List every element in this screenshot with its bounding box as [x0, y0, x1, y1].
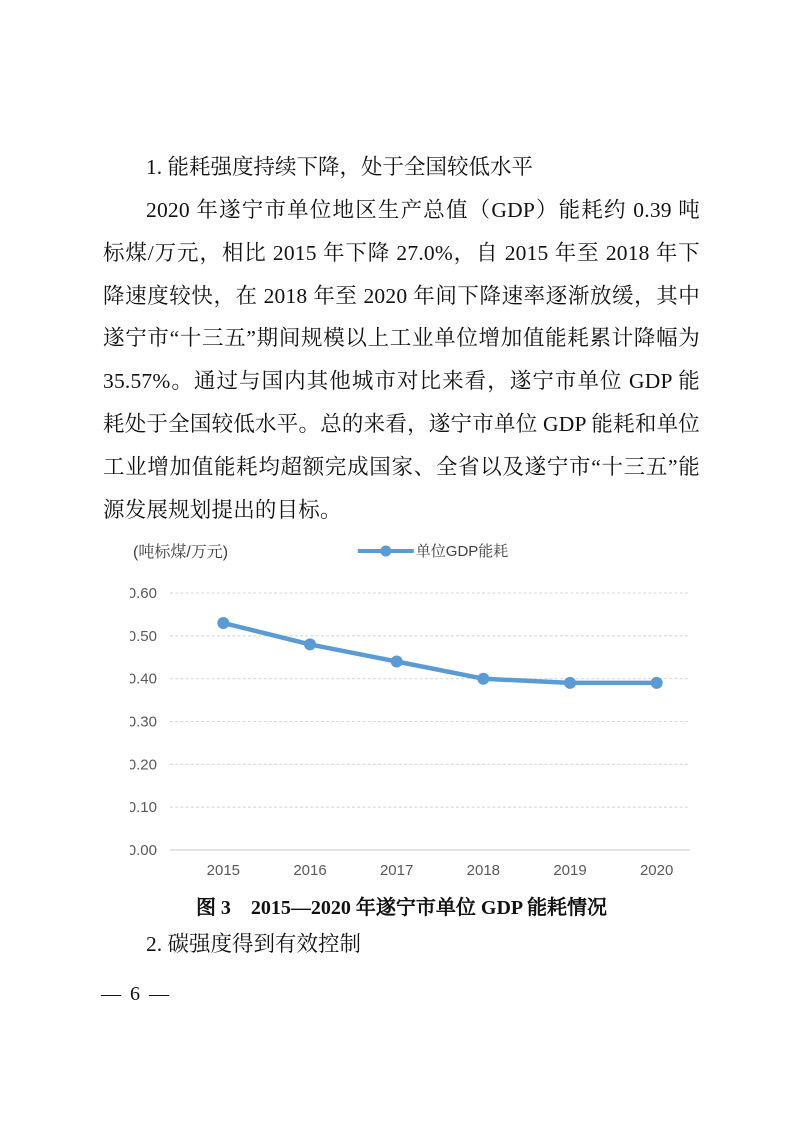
svg-text:0.00: 0.00 [130, 842, 157, 860]
svg-text:2015: 2015 [206, 862, 241, 880]
svg-text:0.30: 0.30 [130, 713, 157, 731]
svg-text:0.60: 0.60 [130, 585, 157, 603]
svg-text:2019: 2019 [553, 862, 587, 880]
svg-text:2020: 2020 [639, 862, 674, 880]
svg-text:0.20: 0.20 [130, 756, 157, 774]
svg-text:0.40: 0.40 [130, 671, 157, 689]
section-heading-2: 2. 碳强度得到有效控制 [146, 932, 362, 957]
body-paragraph: 2020 年遂宁市单位地区生产总值（GDP）能耗约 0.39 吨标煤/万元，相比 2015 年下降 27.0%，自 2015 年至 2018 年下降速度较快，在 2018 年至 2020 年间下降速率逐渐放缓，其中遂宁市“十三五”期间规模以上工业单位增加值能耗累计降幅为 35.57%。通过与国内其他城市对比来看，遂宁市单位 GDP 能耗处于全国较低水平。总的来看，遂宁市单位 GDP 能耗和单位工业增加值能耗均超额完成国家、全省以及遂宁市“十三五”能源发展规划提出的目标。 [103, 198, 700, 522]
chart-plot-area [130, 567, 700, 879]
y-axis-unit-label: (吨标煤/万元) [133, 544, 229, 562]
svg-text:2018: 2018 [466, 862, 501, 880]
energy-intensity-line-chart [130, 567, 700, 879]
legend-series-label: 单位GDP能耗 [415, 543, 509, 561]
chart-legend [358, 540, 509, 561]
figure-caption: 图 3 2015—2020 年遂宁市单位 GDP 能耗情况 [195, 897, 608, 920]
legend-line-marker-icon [358, 545, 414, 556]
section-heading-1: 1. 能耗强度持续下降，处于全国较低水平 [146, 155, 534, 179]
chart-header [130, 537, 700, 567]
svg-text:2017: 2017 [379, 862, 414, 880]
page-number: — 6 — [101, 983, 171, 1005]
line-chart [130, 537, 700, 879]
svg-text:0.10: 0.10 [130, 799, 157, 817]
svg-text:2016: 2016 [293, 862, 327, 880]
svg-text:0.50: 0.50 [130, 628, 157, 646]
